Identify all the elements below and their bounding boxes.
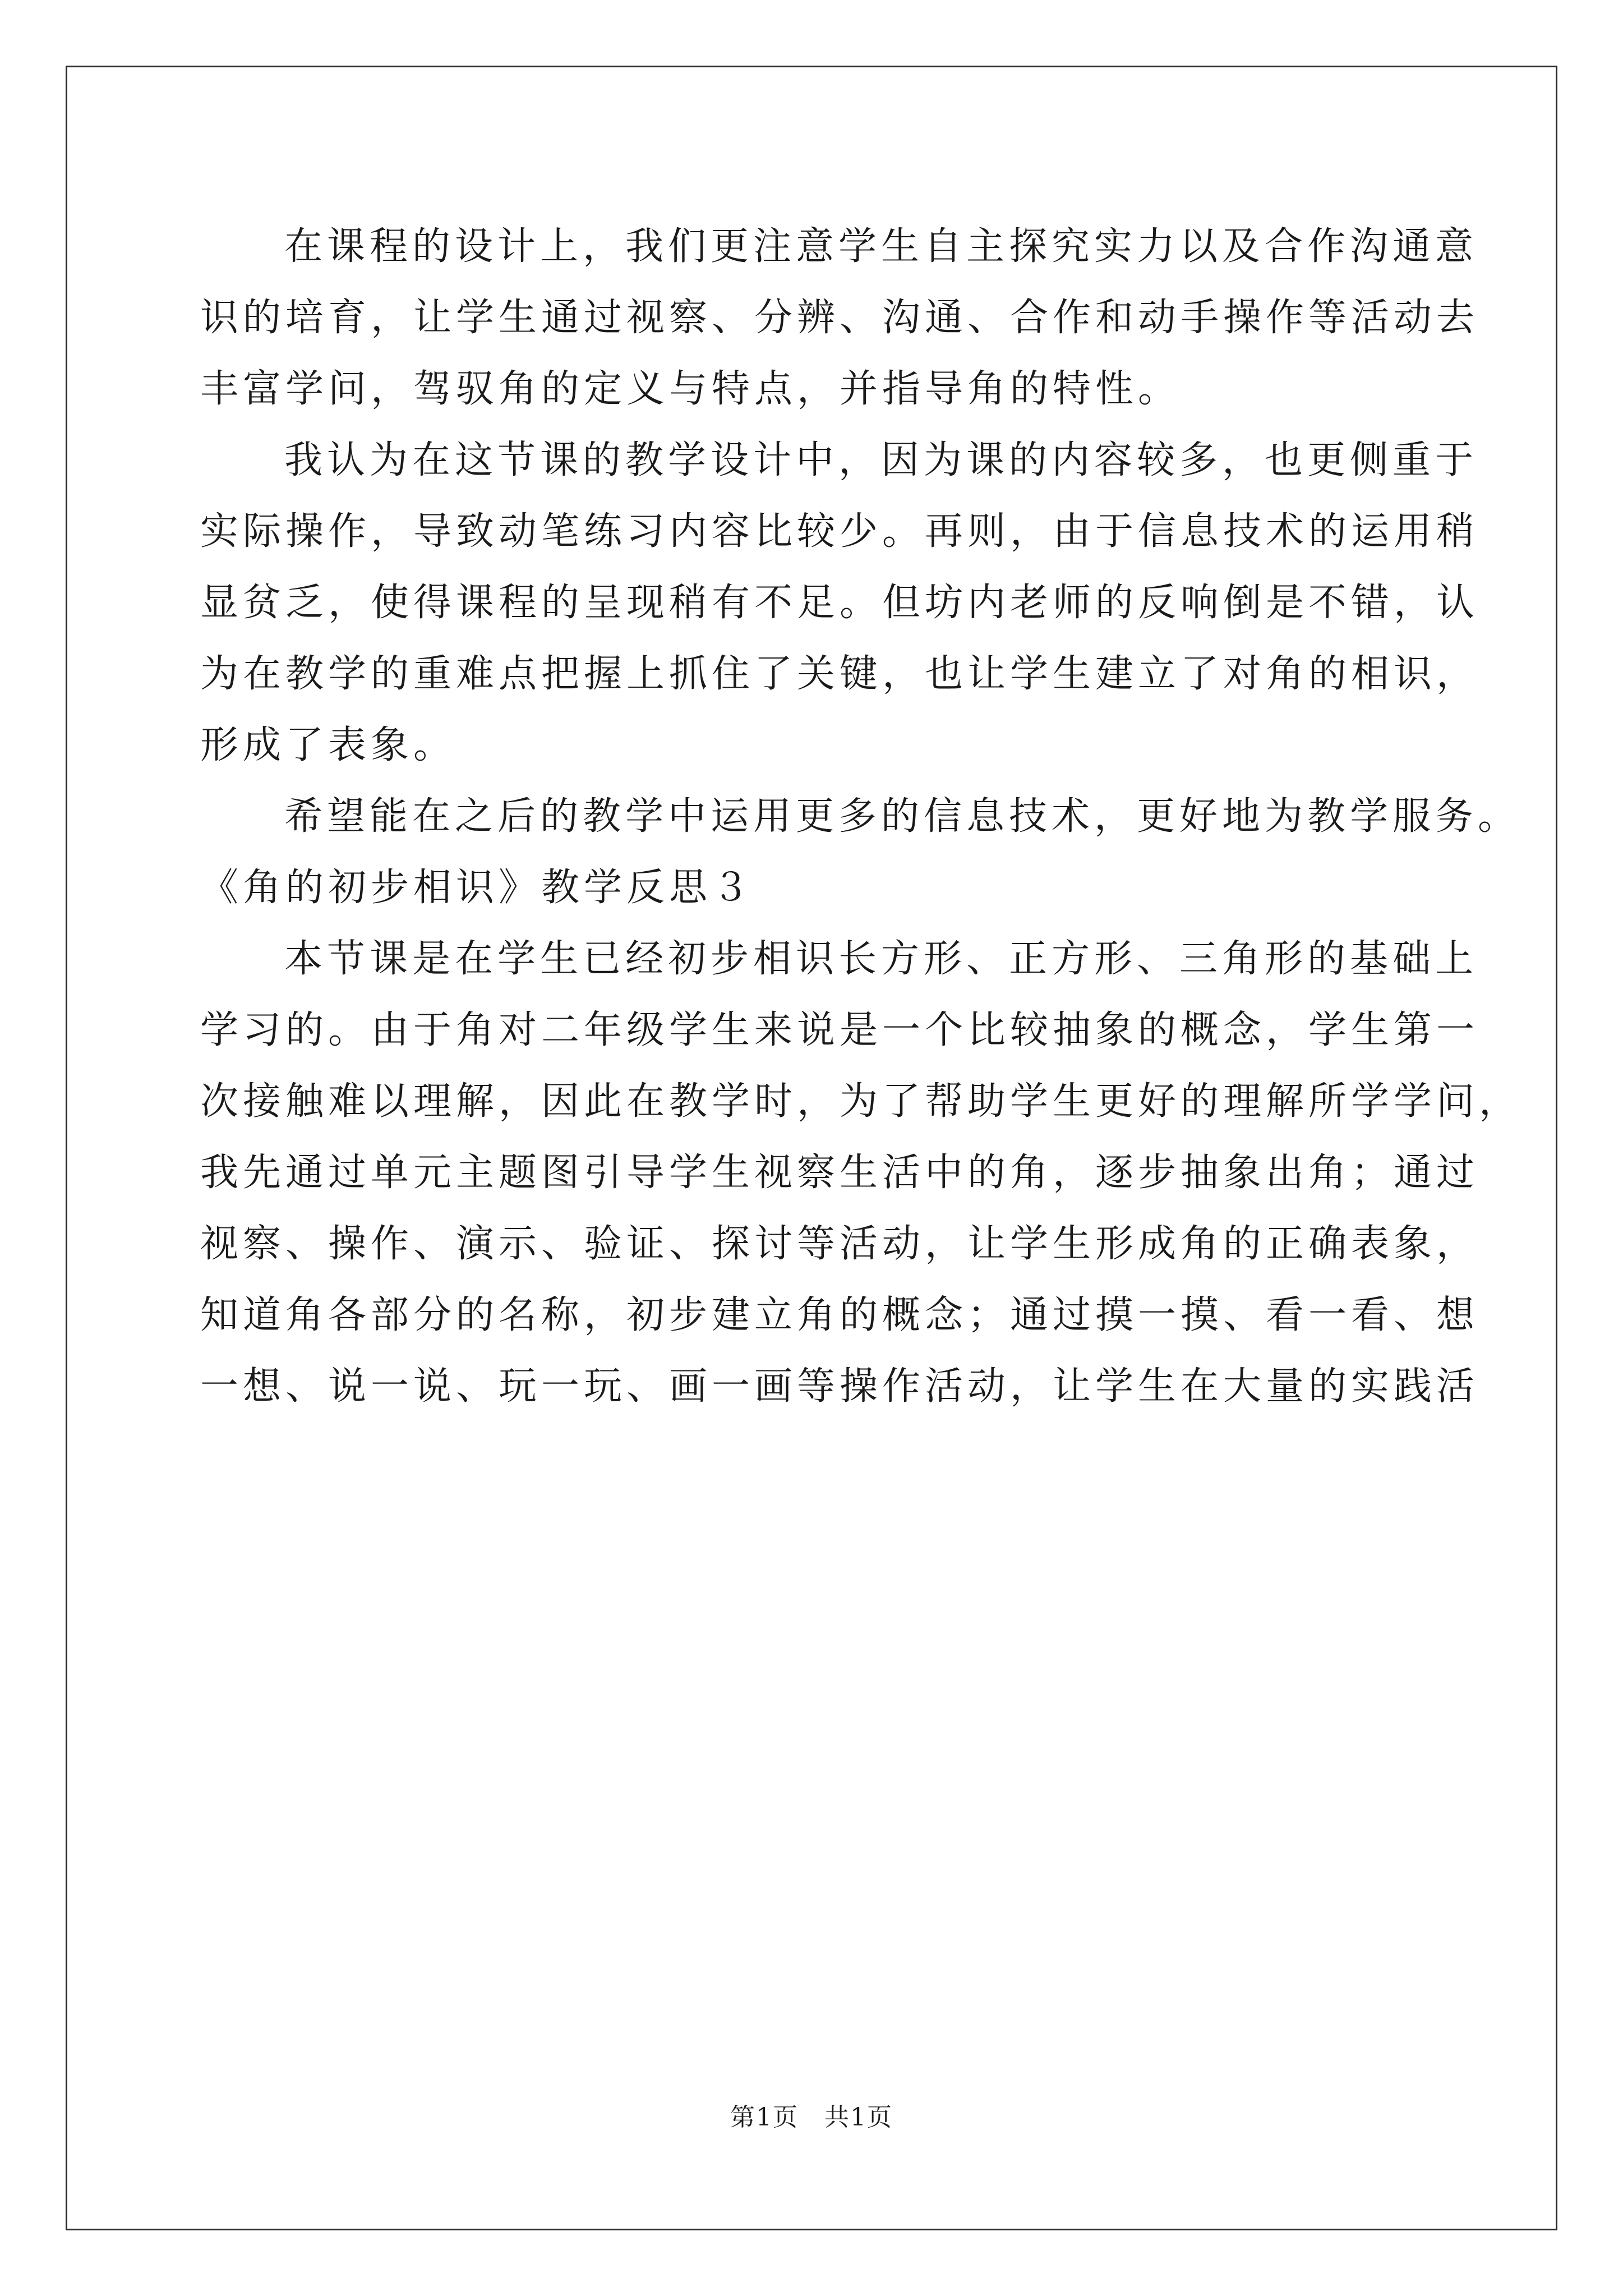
paragraph-line: 学习的。由于角对二年级学生来说是一个比较抽象的概念，学生第一 [200, 1008, 1479, 1052]
paragraph-line: 本节课是在学生已经初步相识长方形、正方形、三角形的基础上 [284, 937, 1478, 981]
paragraph-line: 形成了表象。 [200, 723, 457, 767]
paragraph-line: 丰富学问，驾驭角的定义与特点，并指导角的特性。 [200, 367, 1181, 411]
paragraph-line: 知道角各部分的名称，初步建立角的概念；通过摸一摸、看一看、想 [200, 1293, 1479, 1337]
paragraph-line: 我认为在这节课的教学设计中，因为课的内容较多，也更侧重于 [284, 438, 1478, 482]
paragraph-line: 实际操作，导致动笔练习内容比较少。再则，由于信息技术的运用稍 [200, 509, 1479, 554]
paragraph-line: 为在教学的重难点把握上抓住了关键，也让学生建立了对角的相识， [200, 652, 1479, 696]
paragraph-line: 视察、操作、演示、验证、探讨等活动，让学生形成角的正确表象， [200, 1222, 1479, 1266]
page-number-footer: 第1页 共1页 [730, 2103, 893, 2132]
paragraph-line: 在课程的设计上，我们更注意学生自主探究实力以及合作沟通意 [284, 224, 1478, 269]
paragraph-line: 希望能在之后的教学中运用更多的信息技术，更好地为教学服务。 [284, 794, 1521, 839]
paragraph-line: 我先通过单元主题图引导学生视察生活中的角，逐步抽象出角；通过 [200, 1151, 1479, 1195]
paragraph-line: 次接触难以理解，因此在教学时，为了帮助学生更好的理解所学学问， [200, 1079, 1522, 1124]
paragraph-line: 识的培育，让学生通过视察、分辨、沟通、合作和动手操作等活动去 [200, 296, 1479, 340]
section-heading: 《角的初步相识》教学反思３ [200, 866, 755, 910]
paragraph-line: 显贫乏，使得课程的呈现稍有不足。但坊内老师的反响倒是不错，认 [200, 581, 1479, 625]
paragraph-line: 一想、说一说、玩一玩、画一画等操作活动，让学生在大量的实践活 [200, 1364, 1479, 1409]
